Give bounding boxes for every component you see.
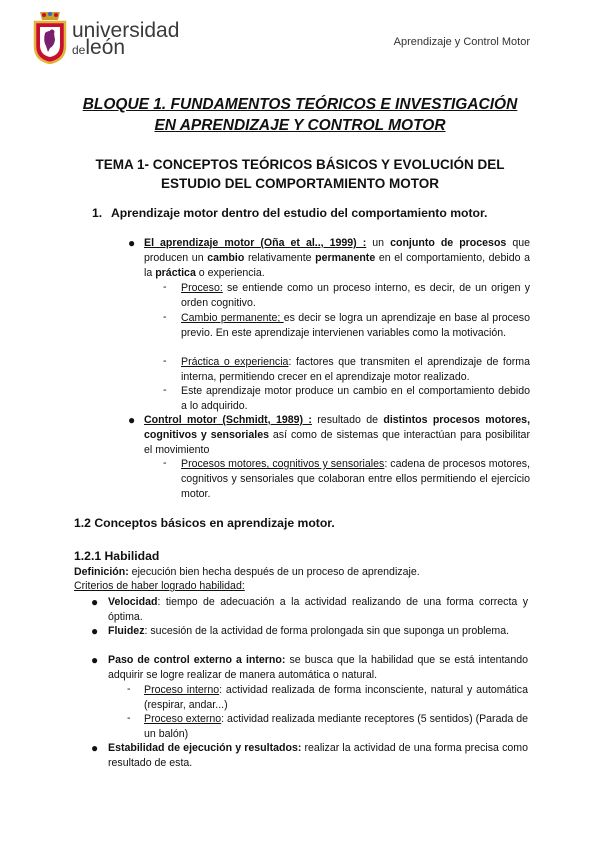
- fluidez-item: Fluidez: sucesión de la actividad de forma prolongada sin que suponga un problema.: [108, 625, 510, 637]
- block-title: [60, 94, 540, 136]
- coat-of-arms-icon: [32, 10, 68, 64]
- bullet-icon: ●: [128, 236, 136, 250]
- tema-title: [60, 155, 540, 193]
- tema-title-line1: TEMA 1- CONCEPTOS TEÓRICOS BÁSICOS Y EVOLUCIÓN DEL: [95, 157, 505, 172]
- bullet-icon: ●: [91, 624, 99, 638]
- tema-title-line2: ESTUDIO DEL COMPORTAMIENTO MOTOR: [160, 176, 439, 191]
- section-1-2-heading: 1.2 Conceptos básicos en aprendizaje motor.: [74, 516, 335, 530]
- dash-icon: -: [163, 384, 167, 396]
- paso-control-item: Paso de control externo a interno: se busca que la habilidad que se está intentando adquirir se logre realizar de manera automática o natural.: [108, 654, 528, 681]
- estabilidad-item: Estabilidad de ejecución y resultados: realizar la actividad de una forma precisa como resultado de esta.: [108, 742, 528, 769]
- block-title-line1: BLOQUE 1. FUNDAMENTOS TEÓRICOS E INVESTIGACIÓN: [82, 96, 518, 113]
- section-1-number: 1.: [92, 206, 103, 220]
- bullet-icon: ●: [91, 653, 99, 667]
- section-1-2-1-heading: 1.2.1 Habilidad: [74, 549, 160, 563]
- criterios-heading: Criterios de haber logrado habilidad:: [74, 580, 245, 592]
- bullet-icon: ●: [91, 595, 99, 609]
- logo-de: de: [72, 43, 86, 57]
- section-1-heading: [92, 206, 487, 220]
- dash-icon: -: [163, 311, 167, 323]
- aprendizaje-motor-paragraph: El aprendizaje motor (Oña et al.., 1999) : un conjunto de procesos que producen un cambio relativamente permanente en el comportamiento, debido a la práctica o experiencia.: [144, 237, 531, 279]
- header-course-name: Aprendizaje y Control Motor: [393, 36, 530, 48]
- section-1-title: Aprendizaje motor dentro del estudio del comportamiento motor.: [110, 206, 488, 220]
- bullet-icon: ●: [128, 413, 136, 427]
- dash-icon: -: [127, 683, 131, 695]
- dash-icon: -: [163, 457, 167, 469]
- proceso-externo-item: Proceso externo: actividad realizada mediante receptores (5 sentidos) (Parada de un balón): [144, 713, 528, 740]
- proceso-interno-item: Proceso interno: actividad realizada de forma inconsciente, natural y automática (respirar, andar...): [144, 684, 528, 711]
- university-logo: [32, 10, 182, 64]
- dash-icon: -: [163, 281, 167, 293]
- proceso-item: Proceso: se entiende como un proceso interno, es decir, de un origen y orden cognitivo.: [181, 282, 530, 309]
- control-motor-paragraph: Control motor (Schmidt, 1989) : resultado de distintos procesos motores, cognitivos y sensoriales así como de sistemas que interactúan para posibilitar el movimiento: [144, 414, 531, 456]
- definicion-line: Definición: ejecución bien hecha después de un proceso de aprendizaje.: [74, 566, 420, 578]
- logo-line1: universidad: [72, 19, 180, 42]
- dash-icon: -: [163, 355, 167, 367]
- logo-line2: león: [85, 36, 126, 59]
- dash-icon: -: [127, 712, 131, 724]
- cambio-comportamiento-item: Este aprendizaje motor produce un cambio en el comportamiento debido a lo adquirido.: [181, 385, 530, 412]
- bullet-icon: ●: [91, 741, 99, 755]
- procesos-item: Procesos motores, cognitivos y sensoriales: cadena de procesos motores, cognitivos y sensoriales que colaboran entre ellos permitiendo el ejercicio motor.: [181, 458, 530, 500]
- practica-item: Práctica o experiencia: factores que transmiten el aprendizaje de forma interna, permitiendo crecer en el aprendizaje motor realizado.: [181, 356, 530, 383]
- velocidad-item: Velocidad: tiempo de adecuación a la actividad realizando de una forma correcta y óptima.: [108, 596, 528, 623]
- logo-wordmark: [72, 19, 180, 59]
- cambio-permanente-item: Cambio permanente; es decir se logra un aprendizaje en base al proceso previo. En este aprendizaje intervienen variables como la motivación.: [181, 312, 530, 339]
- block-title-line2: EN APRENDIZAJE Y CONTROL MOTOR: [154, 117, 446, 134]
